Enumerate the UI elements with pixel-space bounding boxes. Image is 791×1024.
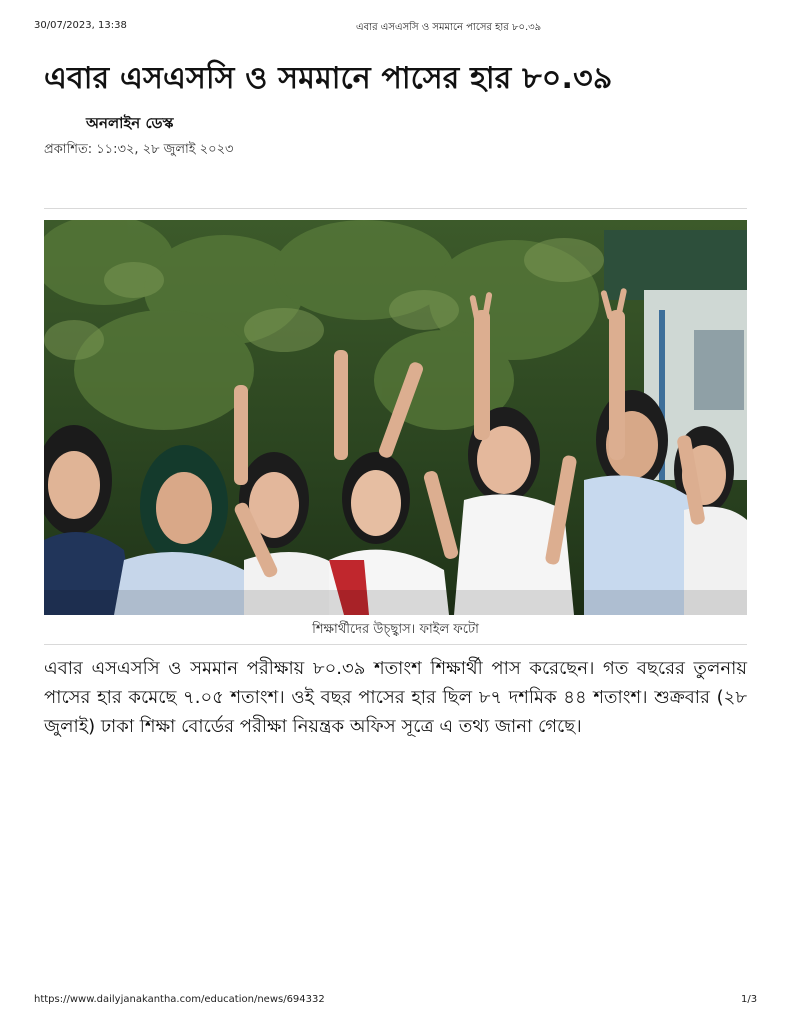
print-page-number: 1/3: [741, 994, 758, 1005]
article-author[interactable]: অনলাইন ডেস্ক: [86, 114, 174, 132]
print-footer-url[interactable]: https://www.dailyjanakantha.com/education/news/694332: [34, 994, 325, 1005]
divider: [44, 644, 747, 645]
publish-timestamp: প্রকাশিত: ১১:৩২, ২৮ জুলাই ২০২৩: [44, 142, 234, 157]
photo-caption: শিক্ষার্থীদের উচ্ছ্বাস। ফাইল ফটো: [312, 622, 479, 637]
divider: [44, 208, 747, 209]
print-page-title: এবার এসএসসি ও সমমানে পাসের হার ৮০.৩৯: [356, 22, 542, 33]
article-body: এবার এসএসসি ও সমমান পরীক্ষায় ৮০.৩৯ শতাংশ শিক্ষার্থী পাস করেছেন। গত বছরের তুলনায় পাসের হার কমেছে ৭.০৫ শতাংশ। ওই বছর পাসের হার ছিল ৮৭ দশমিক ৪৪ শতাংশ। শুক্রবার (২৮ জুলাই) ঢাকা শিক্ষা বোর্ডের পরীক্ষা নিয়ন্ত্রক অফিস সূত্রে এ তথ্য জানা গেছে।: [44, 658, 747, 737]
article-headline: এবার এসএসসি ও সমমানে পাসের হার ৮০.৩৯: [44, 61, 613, 96]
print-datetime: 30/07/2023, 13:38: [34, 20, 127, 31]
students-celebrating-photo: [44, 220, 747, 615]
article-photo: [44, 220, 747, 615]
